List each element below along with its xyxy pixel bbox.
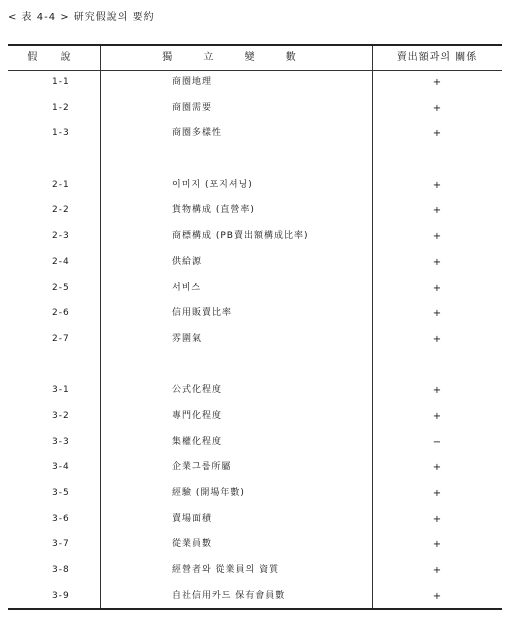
- independent-variable: 賣場面積: [172, 513, 213, 524]
- sales-relation: +: [432, 462, 442, 474]
- hypothesis-id: 2-2: [52, 205, 70, 216]
- table-row: [8, 327, 502, 353]
- independent-variable: 商標構成 (PB賣出額構成比率): [172, 231, 309, 242]
- table-row: [8, 404, 502, 430]
- table-row: [8, 558, 502, 584]
- sales-relation: [372, 353, 502, 379]
- table-row: [8, 455, 502, 481]
- independent-variable: 서비스: [172, 282, 202, 293]
- hypothesis-id: 3-2: [52, 410, 70, 421]
- table-row: [8, 378, 502, 404]
- independent-variable: 貨物構成 (直營率): [172, 205, 255, 216]
- table-row: [8, 121, 502, 147]
- sales-relation: +: [432, 488, 442, 499]
- header-sales-relation: 賣出額과의 關係: [396, 52, 478, 63]
- sales-relation: +: [432, 539, 442, 551]
- hypothesis-id: 2-4: [52, 256, 70, 267]
- hypothesis-id: 3-9: [52, 590, 70, 601]
- header-hypothesis: 假 說: [27, 52, 81, 63]
- sales-relation: −: [432, 436, 442, 448]
- table-row: [8, 507, 502, 533]
- sales-relation: +: [432, 205, 442, 217]
- hypothesis-id: 3-6: [52, 513, 70, 524]
- hypothesis-id: 2-7: [52, 333, 70, 344]
- hypothesis-id: 3-5: [52, 488, 70, 498]
- hypothesis-id: 1-1: [52, 77, 70, 87]
- sales-relation: +: [432, 590, 442, 602]
- independent-variable: 集權化程度: [172, 436, 223, 447]
- sales-relation: +: [432, 513, 442, 525]
- sales-relation: [372, 147, 502, 173]
- independent-variable: 雰圍氣: [172, 333, 203, 344]
- table-row: [8, 481, 502, 507]
- independent-variable: 企業그룹所屬: [172, 462, 232, 473]
- sales-relation: +: [432, 565, 442, 577]
- hypothesis-id: 2-3: [52, 231, 70, 242]
- sales-relation: +: [432, 282, 442, 294]
- hypothesis-id: 2-5: [52, 282, 70, 293]
- hypothesis-summary-table: [8, 44, 502, 610]
- hypothesis-id: 2-6: [52, 308, 70, 319]
- independent-variable: 從業員數: [172, 539, 213, 550]
- independent-variable: 供給源: [172, 256, 203, 267]
- independent-variable: 自社信用카드 保有會員數: [172, 590, 286, 601]
- hypothesis-id: 1-2: [52, 102, 70, 113]
- header-independent-variable: 獨 立 變 數: [162, 52, 310, 63]
- independent-variable: 公式化程度: [172, 385, 223, 396]
- table-row: [8, 70, 502, 96]
- independent-variable: 信用販賣比率: [172, 308, 233, 319]
- table-row: [8, 96, 502, 122]
- sales-relation: +: [432, 410, 442, 422]
- sales-relation: +: [432, 179, 442, 191]
- table-header: [8, 46, 502, 71]
- sales-relation: +: [432, 77, 442, 88]
- spacer-row: [8, 147, 502, 173]
- hypothesis-id: 3-4: [52, 462, 70, 473]
- independent-variable: 經營者와 從業員의 資質: [172, 565, 280, 576]
- table-row: [8, 173, 502, 199]
- independent-variable: 商圈地理: [172, 77, 213, 87]
- table-row: [8, 224, 502, 250]
- hypothesis-id: 3-3: [52, 436, 70, 447]
- independent-variable: 專門化程度: [172, 410, 223, 421]
- table-row: [8, 532, 502, 558]
- hypothesis-id: 3-7: [52, 539, 70, 550]
- table-row: [8, 250, 502, 276]
- sales-relation: +: [432, 102, 442, 114]
- sales-relation: +: [432, 128, 442, 140]
- table-row: [8, 301, 502, 327]
- hypothesis-id: 1-3: [52, 128, 70, 139]
- hypothesis-id: 3-1: [52, 385, 70, 396]
- sales-relation: +: [432, 385, 442, 397]
- independent-variable: 經驗 (開場年數): [172, 488, 245, 498]
- independent-variable: 이미지 (포지셔닝): [172, 179, 253, 190]
- spacer-row: [8, 353, 502, 379]
- sales-relation: +: [432, 256, 442, 268]
- table-row: [8, 430, 502, 456]
- table-body: [8, 70, 502, 609]
- independent-variable: 商圈需要: [172, 102, 213, 113]
- sales-relation: +: [432, 333, 442, 345]
- hypothesis-id: 2-1: [52, 179, 70, 190]
- table-caption: < 表 4-4 > 研究假說의 要約: [8, 12, 155, 23]
- table-row: [8, 276, 502, 302]
- sales-relation: +: [432, 231, 442, 243]
- table-row: [8, 584, 502, 610]
- hypothesis-id: 3-8: [52, 565, 70, 576]
- table-row: [8, 198, 502, 224]
- sales-relation: +: [432, 308, 442, 320]
- independent-variable: 商圈多樣性: [172, 128, 223, 139]
